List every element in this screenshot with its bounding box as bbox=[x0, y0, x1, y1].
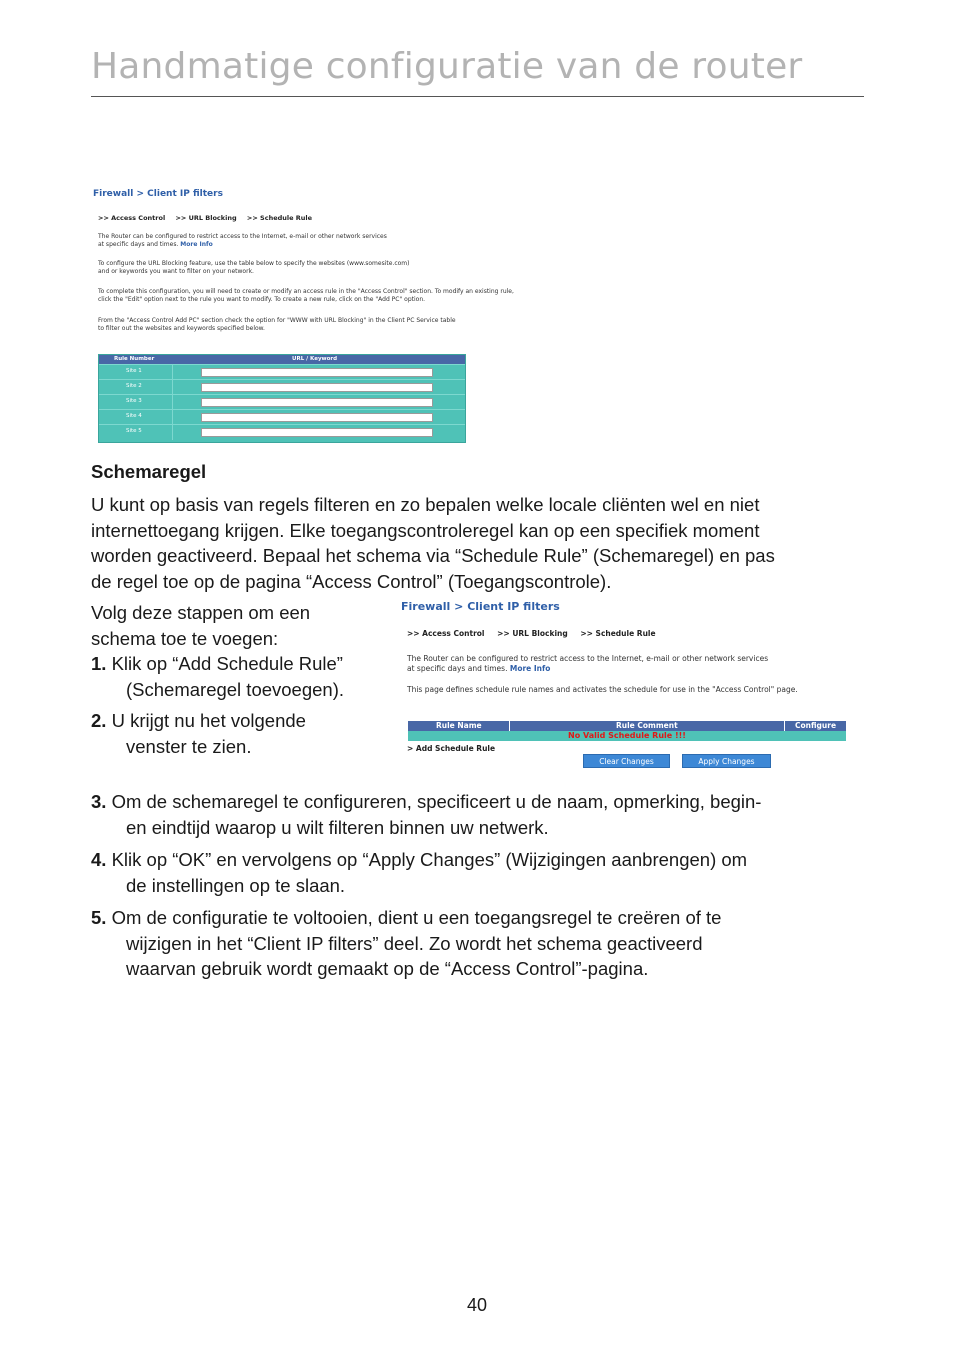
intro-text-line: U kunt op basis van regels filteren en zo bepalen welke locale cliënten wel en niet bbox=[91, 494, 760, 515]
step-number: 1. bbox=[91, 653, 107, 674]
complete-line: click the "Edit" option next to the rule you want to modify. To create a new rule, click on the "Add PC" option. bbox=[98, 296, 426, 303]
url-input[interactable] bbox=[201, 398, 433, 407]
step-3 bbox=[91, 789, 871, 840]
nav-url-blocking[interactable]: >> URL Blocking bbox=[497, 629, 568, 638]
site-label: Site 3 bbox=[126, 398, 142, 404]
url-blocking-screenshot bbox=[93, 186, 583, 446]
site-label: Site 1 bbox=[126, 368, 142, 374]
step-text: U krijgt nu het volgende bbox=[106, 710, 306, 731]
more-info-link[interactable]: More Info bbox=[509, 664, 551, 673]
table-header bbox=[408, 721, 846, 731]
breadcrumb-separator: > bbox=[136, 189, 145, 199]
apply-changes-button[interactable]: Apply Changes bbox=[682, 754, 771, 768]
page-title: Handmatige configuratie van de router bbox=[91, 46, 803, 87]
step-1 bbox=[91, 651, 391, 677]
more-info-link[interactable]: More Info bbox=[180, 241, 213, 248]
column-rule-number: Rule Number bbox=[114, 356, 155, 362]
steps-lead bbox=[91, 600, 391, 759]
breadcrumb-client-ip-filters[interactable]: Client IP filters bbox=[147, 189, 223, 199]
complete-paragraph bbox=[98, 288, 578, 304]
from-line: to filter out the websites and keywords specified below. bbox=[98, 325, 265, 332]
cell-divider bbox=[172, 425, 173, 440]
table-row bbox=[99, 409, 465, 425]
intro-line: The Router can be configured to restrict access to the Internet, e-mail or other network services bbox=[98, 233, 387, 240]
cell-divider bbox=[172, 395, 173, 410]
breadcrumb bbox=[93, 189, 223, 199]
step-text: (Schemaregel toevoegen). bbox=[126, 678, 345, 700]
table-row bbox=[99, 379, 465, 395]
schedule-description: This page defines schedule rule names and activates the schedule for use in the "Access Control" page. bbox=[407, 685, 798, 694]
config-line: To configure the URL Blocking feature, use the table below to specify the websites (www.somesite.com) bbox=[98, 260, 410, 267]
step-number: 3. bbox=[91, 791, 107, 812]
config-line: and or keywords you want to filter on your network. bbox=[98, 268, 254, 275]
column-divider bbox=[509, 721, 510, 731]
sub-navigation bbox=[407, 629, 666, 638]
intro-text bbox=[91, 492, 866, 594]
intro-text-line: de regel toe op de pagina “Access Control” (Toegangscontrole). bbox=[91, 570, 612, 592]
column-rule-name: Rule Name bbox=[436, 721, 482, 730]
step-text: wijzigen in het “Client IP filters” deel. Zo wordt het schema geactiveerd bbox=[126, 932, 703, 954]
intro-text-line: internettoegang krijgen. Elke toegangscontroleregel kan op een specifiek moment bbox=[91, 519, 760, 541]
from-line: From the "Access Control Add PC" section check the option for "WWW with URL Blocking" in the Client PC Service table bbox=[98, 317, 456, 324]
step-text: de instellingen op te slaan. bbox=[126, 874, 346, 896]
step-text: en eindtijd waarop u wilt filteren binnen uw netwerk. bbox=[126, 816, 549, 838]
complete-line: To complete this configuration, you will need to create or modify an access rule in the "Access Control" section. To modify an existing rule, bbox=[98, 288, 514, 295]
lead-line: Volg deze stappen om een bbox=[91, 602, 311, 623]
url-input[interactable] bbox=[201, 413, 433, 422]
intro-paragraph bbox=[98, 233, 578, 249]
nav-access-control[interactable]: >> Access Control bbox=[98, 214, 166, 222]
step-4 bbox=[91, 847, 871, 898]
intro-paragraph bbox=[407, 654, 768, 674]
column-url-keyword: URL / Keyword bbox=[292, 356, 338, 362]
table-row bbox=[99, 394, 465, 410]
config-paragraph bbox=[98, 260, 578, 276]
table-row bbox=[99, 424, 465, 440]
breadcrumb-firewall[interactable]: Firewall bbox=[401, 600, 451, 613]
empty-message: No Valid Schedule Rule !!! bbox=[568, 731, 686, 740]
step-text: venster te zien. bbox=[126, 735, 252, 757]
step-number: 5. bbox=[91, 907, 107, 928]
step-text: waarvan gebruik wordt gemaakt op de “Access Control”-pagina. bbox=[126, 958, 649, 979]
intro-line: at specific days and times. bbox=[98, 241, 179, 248]
table-body bbox=[408, 731, 846, 741]
cell-divider bbox=[172, 380, 173, 395]
step-5 bbox=[91, 905, 871, 982]
cell-divider bbox=[172, 365, 173, 380]
site-label: Site 5 bbox=[126, 428, 142, 434]
url-input[interactable] bbox=[201, 368, 433, 377]
schedule-table bbox=[408, 721, 846, 741]
url-table bbox=[98, 354, 466, 443]
column-rule-comment: Rule Comment bbox=[616, 721, 678, 730]
breadcrumb-separator: > bbox=[454, 600, 464, 613]
page-number: 40 bbox=[466, 1295, 488, 1315]
sub-navigation bbox=[98, 214, 320, 222]
step-number: 4. bbox=[91, 849, 107, 870]
from-paragraph bbox=[98, 317, 578, 333]
column-divider bbox=[784, 721, 785, 731]
nav-access-control[interactable]: >> Access Control bbox=[407, 629, 485, 638]
lead-line: schema toe te voegen: bbox=[91, 627, 279, 649]
step-text: Klik op “Add Schedule Rule” bbox=[106, 653, 343, 674]
breadcrumb-firewall[interactable]: Firewall bbox=[93, 189, 134, 199]
step-text: Om de schemaregel te configureren, specificeert u de naam, opmerking, begin- bbox=[106, 791, 762, 812]
step-text: Om de configuratie te voltooien, dient u een toegangsregel te creëren of te bbox=[106, 907, 722, 928]
intro-line: at specific days and times. bbox=[407, 664, 508, 673]
title-divider bbox=[91, 96, 864, 97]
breadcrumb bbox=[401, 600, 560, 613]
url-input[interactable] bbox=[201, 383, 433, 392]
cell-divider bbox=[172, 410, 173, 425]
table-row bbox=[99, 364, 465, 380]
nav-url-blocking[interactable]: >> URL Blocking bbox=[175, 214, 237, 222]
steps-list bbox=[91, 789, 871, 989]
nav-schedule-rule[interactable]: >> Schedule Rule bbox=[246, 214, 313, 222]
step-text: Klik op “OK” en vervolgens op “Apply Changes” (Wijzigingen aanbrengen) om bbox=[106, 849, 748, 870]
intro-text-line: worden geactiveerd. Bepaal het schema via “Schedule Rule” (Schemaregel) en pas bbox=[91, 545, 775, 566]
column-configure: Configure bbox=[795, 721, 837, 730]
step-2 bbox=[91, 708, 391, 734]
section-heading: Schemaregel bbox=[91, 461, 207, 482]
step-number: 2. bbox=[91, 710, 107, 731]
breadcrumb-client-ip-filters[interactable]: Client IP filters bbox=[467, 600, 560, 613]
url-input[interactable] bbox=[201, 428, 433, 437]
nav-schedule-rule[interactable]: >> Schedule Rule bbox=[580, 629, 656, 638]
add-schedule-rule-link[interactable]: > Add Schedule Rule bbox=[407, 744, 496, 753]
clear-changes-button[interactable]: Clear Changes bbox=[583, 754, 670, 768]
table-header bbox=[99, 355, 465, 364]
intro-line: The Router can be configured to restrict access to the Internet, e-mail or other network services bbox=[407, 654, 769, 663]
schedule-rule-screenshot bbox=[400, 598, 850, 773]
site-label: Site 4 bbox=[126, 413, 142, 419]
site-label: Site 2 bbox=[126, 383, 142, 389]
